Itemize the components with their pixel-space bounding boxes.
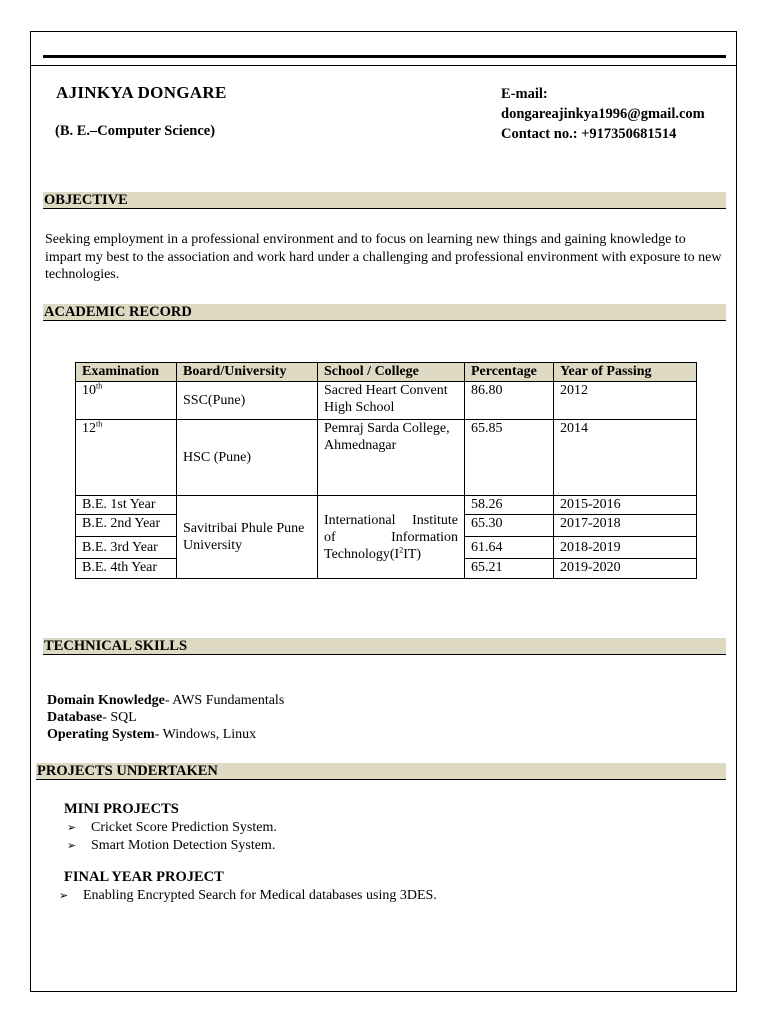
exam-cell: B.E. 2nd Year (76, 515, 177, 537)
percentage-cell: 65.85 (465, 420, 554, 496)
year-cell: 2014 (554, 420, 697, 496)
board-cell: SSC(Pune) (177, 382, 318, 420)
exam-suffix: th (96, 381, 103, 391)
contact-line (501, 124, 705, 144)
skill-label: Operating System (47, 727, 155, 742)
skill-value: - SQL (102, 710, 137, 725)
school-cell: Pemraj Sarda College, Ahmednagar (318, 420, 465, 496)
column-header: School / College (318, 363, 465, 382)
section-heading-objective: OBJECTIVE (43, 192, 726, 209)
list-item (67, 837, 277, 855)
table-row (76, 420, 697, 496)
header-rule (43, 55, 726, 58)
exam-number: 10 (82, 383, 96, 398)
year-cell: 2012 (554, 382, 697, 420)
project-title: Smart Motion Detection System. (91, 837, 276, 853)
school-cell (318, 496, 465, 579)
skill-item (47, 692, 284, 709)
exam-cell (76, 382, 177, 420)
percentage-cell: 65.21 (465, 559, 554, 579)
contact-value: +917350681514 (581, 126, 677, 142)
list-item (59, 887, 437, 905)
year-cell: 2015-2016 (554, 496, 697, 515)
contact-label: Contact no.: (501, 126, 578, 142)
academic-record-table (75, 362, 697, 579)
objective-text: Seeking employment in a professional environment and to focus on learning new things and gaining knowledge to impart my best to the association and work hard under a challenging and professional environment with exposure to new technologies. (45, 232, 722, 282)
exam-cell: B.E. 3rd Year (76, 537, 177, 559)
exam-number: 12 (82, 421, 96, 436)
exam-cell (76, 420, 177, 496)
mini-projects-list (67, 819, 277, 854)
table-header-row (76, 363, 697, 382)
mini-projects-heading: MINI PROJECTS (64, 801, 179, 817)
column-header: Percentage (465, 363, 554, 382)
section-heading-projects: PROJECTS UNDERTAKEN (36, 763, 726, 780)
exam-suffix: th (96, 419, 103, 429)
arrow-bullet-icon: ➢ (67, 821, 77, 834)
school-sup: 2 (399, 544, 404, 554)
percentage-cell: 61.64 (465, 537, 554, 559)
table-row (76, 496, 697, 515)
column-header: Year of Passing (554, 363, 697, 382)
section-heading-academic: ACADEMIC RECORD (43, 304, 726, 321)
year-cell: 2019-2020 (554, 559, 697, 579)
board-cell: HSC (Pune) (177, 420, 318, 496)
list-item (67, 819, 277, 837)
table-row (76, 382, 697, 420)
project-title: Enabling Encrypted Search for Medical databases using 3DES. (83, 888, 437, 903)
project-title: Cricket Score Prediction System. (91, 820, 277, 835)
arrow-bullet-icon: ➢ (67, 838, 77, 852)
exam-cell: B.E. 1st Year (76, 496, 177, 515)
skill-label: Database (47, 710, 103, 725)
exam-cell: B.E. 4th Year (76, 559, 177, 579)
candidate-degree: (B. E.–Computer Science) (55, 123, 216, 139)
percentage-cell: 86.80 (465, 382, 554, 420)
skill-item (47, 709, 284, 726)
header-divider (30, 65, 737, 66)
skills-list (47, 692, 284, 743)
candidate-name: AJINKYA DONGARE (56, 83, 227, 102)
section-heading-skills: TECHNICAL SKILLS (43, 638, 726, 655)
year-cell: 2017-2018 (554, 515, 697, 537)
school-cell: Sacred Heart Convent High School (318, 382, 465, 420)
skill-value: - Windows, Linux (154, 727, 257, 742)
school-name-cont: Technology(I (324, 546, 400, 562)
year-cell: 2018-2019 (554, 537, 697, 559)
final-project-heading: FINAL YEAR PROJECT (64, 869, 224, 885)
skill-label: Domain Knowledge (47, 693, 165, 708)
arrow-bullet-icon: ➢ (59, 889, 69, 902)
percentage-cell: 65.30 (465, 515, 554, 537)
skill-item (47, 726, 284, 743)
final-project-list (59, 887, 437, 905)
column-header: Examination (76, 363, 177, 382)
contact-block (501, 84, 705, 144)
school-name-end: IT) (403, 546, 422, 562)
school-name: International Institute of Information (324, 512, 458, 545)
email-label: E-mail: (501, 86, 548, 102)
column-header: Board/University (177, 363, 318, 382)
percentage-cell: 58.26 (465, 496, 554, 515)
email-value[interactable]: dongareajinkya1996@gmail.com (501, 106, 705, 122)
board-cell: Savitribai Phule Pune University (177, 496, 318, 579)
skill-value: - AWS Fundamentals (164, 693, 285, 708)
